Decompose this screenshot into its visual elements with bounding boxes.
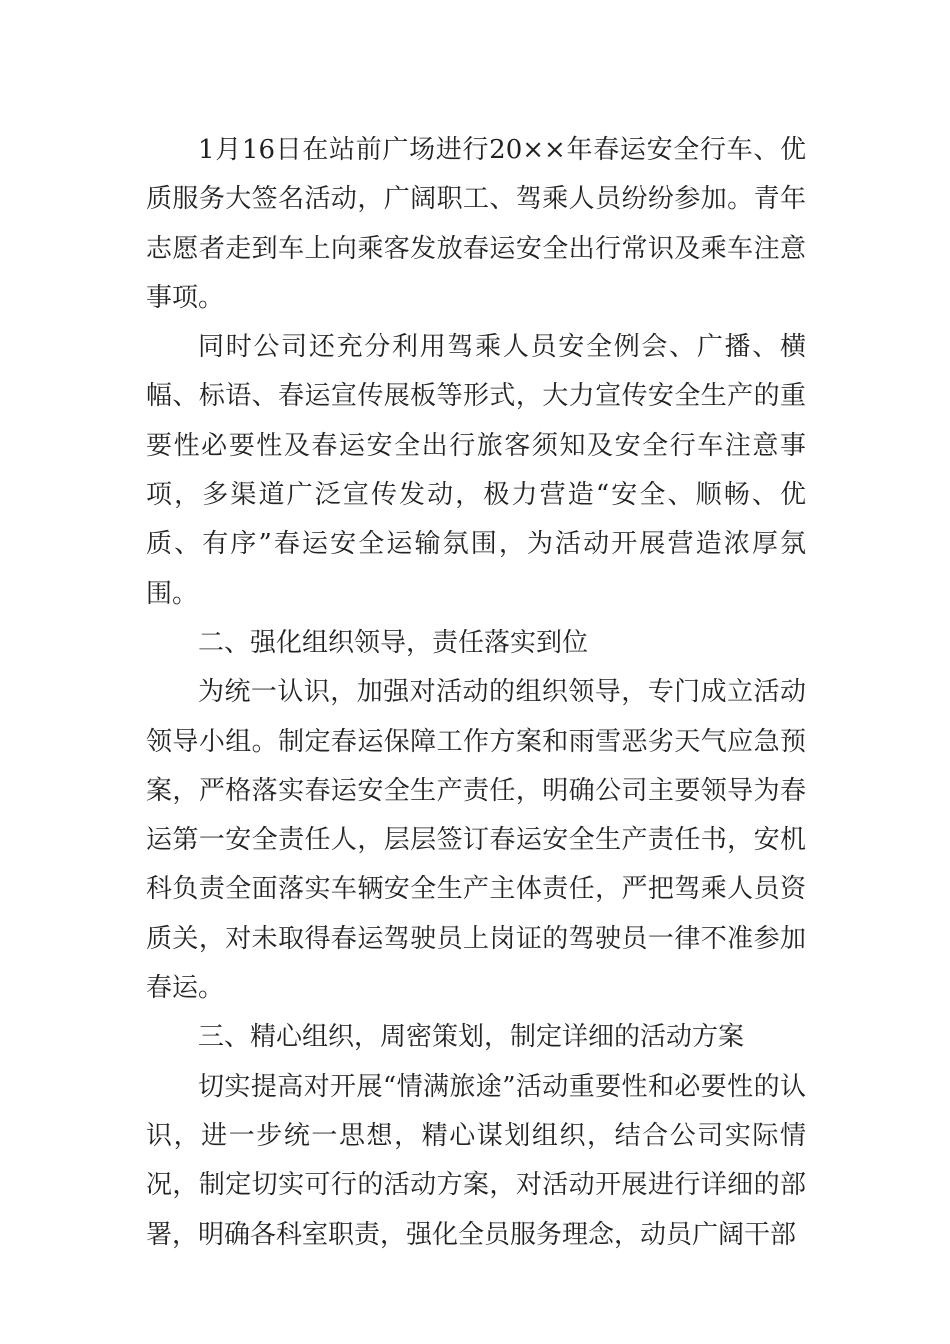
section-heading-planning: 三、精心组织，周密策划，制定详细的活动方案 bbox=[198, 1022, 745, 1053]
paragraph-publicity: 同时公司还充分利用驾乘人员安全例会、广播、横幅、标语、春运宣传展板等形式，大力宣传安全生产的重要性必要性及春运安全出行旅客须知及安全行车注意事项，多渠道广泛宣传发动，极力营造“安全、顺畅、优质、有序”春运安全运输氛围，为活动开展营造浓厚氛围。 bbox=[146, 332, 806, 609]
section-heading-leadership: 二、强化组织领导，责任落实到位 bbox=[198, 627, 589, 658]
paragraph-signing-activity: 1月16日在站前广场进行20××年春运安全行车、优质服务大签名活动，广阔职工、驾乘人员纷纷参加。青年志愿者走到车上向乘客发放春运安全出行常识及乘车注意事项。 bbox=[146, 135, 806, 313]
document-body bbox=[146, 126, 806, 1260]
paragraph-leadership: 为统一认识，加强对活动的组织领导，专门成立活动领导小组。制定春运保障工作方案和雨雪恶劣天气应急预案，严格落实春运安全生产责任，明确公司主要领导为春运第一安全责任人，层层签订春运安全生产责任书，安机科负责全面落实车辆安全生产主体责任，严把驾乘人员资质关，对未取得春运驾驶员上岗证的驾驶员一律不准参加春运。 bbox=[146, 677, 806, 1004]
paragraph-planning: 切实提高对开展“情满旅途”活动重要性和必要性的认识，进一步统一思想，精心谋划组织，结合公司实际情况，制定切实可行的活动方案，对活动开展进行详细的部署，明确各科室职责，强化全员服务理念，动员广阔干部 bbox=[146, 1071, 806, 1250]
